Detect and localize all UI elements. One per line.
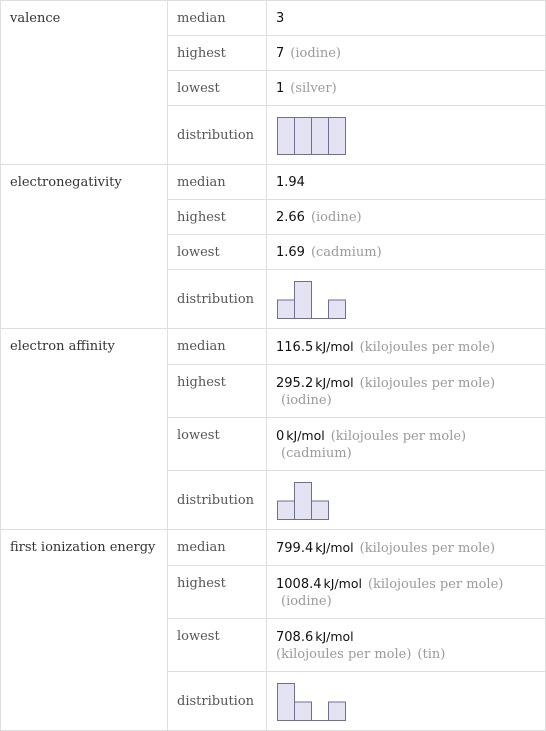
value-note-element: (iodine) bbox=[281, 594, 332, 609]
distribution-cell bbox=[267, 270, 546, 329]
stat-label: median bbox=[168, 1, 267, 36]
stat-label: lowest bbox=[168, 71, 267, 106]
value-unit: kJ/mol bbox=[315, 339, 354, 354]
stat-value bbox=[267, 200, 546, 235]
property-name-electron-affinity: electron affinity bbox=[1, 329, 168, 530]
stat-value bbox=[267, 235, 546, 270]
stat-label: distribution bbox=[168, 471, 267, 530]
value-number: 1.94 bbox=[276, 175, 305, 190]
value-note: (kilojoules per mole) bbox=[359, 541, 496, 556]
stat-value bbox=[267, 619, 546, 672]
value-number: 1008.4 bbox=[276, 577, 322, 592]
stat-label: median bbox=[168, 165, 267, 200]
stat-value bbox=[267, 36, 546, 71]
value-number: 295.2 bbox=[276, 376, 314, 391]
histogram-bar bbox=[329, 702, 346, 721]
value-note: (kilojoules per mole) bbox=[359, 376, 496, 391]
distribution-histogram bbox=[276, 682, 348, 722]
stat-label: median bbox=[168, 530, 267, 566]
value-unit: kJ/mol bbox=[315, 629, 354, 644]
stat-value bbox=[267, 530, 546, 566]
distribution-histogram bbox=[276, 481, 348, 521]
value-number: 7 bbox=[276, 46, 285, 61]
value-number: 1 bbox=[276, 81, 285, 96]
value-note-element: (iodine) bbox=[281, 393, 332, 408]
value-note: (cadmium) bbox=[310, 245, 382, 260]
stat-value bbox=[267, 418, 546, 471]
histogram-bar bbox=[295, 118, 312, 155]
stat-label: distribution bbox=[168, 270, 267, 329]
stat-label: lowest bbox=[168, 235, 267, 270]
value-number: 116.5 bbox=[276, 340, 314, 355]
histogram-bar bbox=[295, 702, 312, 721]
stat-label: lowest bbox=[168, 418, 267, 471]
distribution-cell bbox=[267, 672, 546, 731]
stat-value bbox=[267, 71, 546, 106]
stat-value bbox=[267, 1, 546, 36]
value-number: 0 bbox=[276, 429, 285, 444]
value-unit: kJ/mol bbox=[323, 576, 362, 591]
stat-label: lowest bbox=[168, 619, 267, 672]
value-note-element: (tin) bbox=[417, 647, 446, 662]
property-name-first-ionization-energy: first ionization energy bbox=[1, 530, 168, 731]
distribution-histogram bbox=[276, 280, 348, 320]
distribution-histogram bbox=[276, 116, 348, 156]
stat-label: highest bbox=[168, 36, 267, 71]
histogram-bar bbox=[278, 684, 295, 721]
value-number: 3 bbox=[276, 11, 285, 26]
value-note: (silver) bbox=[290, 81, 337, 96]
stat-value bbox=[267, 566, 546, 619]
histogram-bar bbox=[295, 483, 312, 520]
distribution-cell bbox=[267, 106, 546, 165]
value-unit: kJ/mol bbox=[315, 540, 354, 555]
stat-label: highest bbox=[168, 200, 267, 235]
value-note: (iodine) bbox=[290, 46, 341, 61]
value-note: (kilojoules per mole) bbox=[359, 340, 496, 355]
stat-label: distribution bbox=[168, 106, 267, 165]
histogram-bar bbox=[312, 118, 329, 155]
value-note: (iodine) bbox=[310, 210, 362, 225]
value-number: 708.6 bbox=[276, 630, 314, 645]
stat-value bbox=[267, 365, 546, 418]
table-row bbox=[1, 530, 546, 566]
value-unit: kJ/mol bbox=[315, 375, 354, 390]
stat-value bbox=[267, 329, 546, 365]
stat-label: highest bbox=[168, 365, 267, 418]
value-note: (kilojoules per mole) bbox=[330, 429, 467, 444]
value-note: (kilojoules per mole) bbox=[367, 577, 504, 592]
stat-value bbox=[267, 165, 546, 200]
histogram-bar bbox=[312, 501, 329, 520]
histogram-bar bbox=[329, 118, 346, 155]
property-name-electronegativity: electronegativity bbox=[1, 165, 168, 329]
table-row bbox=[1, 329, 546, 365]
value-note: (kilojoules per mole) bbox=[276, 647, 412, 662]
value-number: 2.66 bbox=[276, 210, 305, 225]
value-number: 799.4 bbox=[276, 541, 314, 556]
table-row bbox=[1, 1, 546, 36]
table-row bbox=[1, 165, 546, 200]
stat-label: median bbox=[168, 329, 267, 365]
histogram-bar bbox=[278, 300, 295, 319]
histogram-bar bbox=[278, 501, 295, 520]
property-name-valence: valence bbox=[1, 1, 168, 165]
value-number: 1.69 bbox=[276, 245, 305, 260]
distribution-cell bbox=[267, 471, 546, 530]
histogram-bar bbox=[295, 282, 312, 319]
value-unit: kJ/mol bbox=[286, 428, 325, 443]
stat-label: highest bbox=[168, 566, 267, 619]
histogram-bar bbox=[329, 300, 346, 319]
stat-label: distribution bbox=[168, 672, 267, 731]
value-note-element: (cadmium) bbox=[281, 446, 352, 461]
histogram-bar bbox=[278, 118, 295, 155]
value-notes-line bbox=[276, 646, 536, 663]
